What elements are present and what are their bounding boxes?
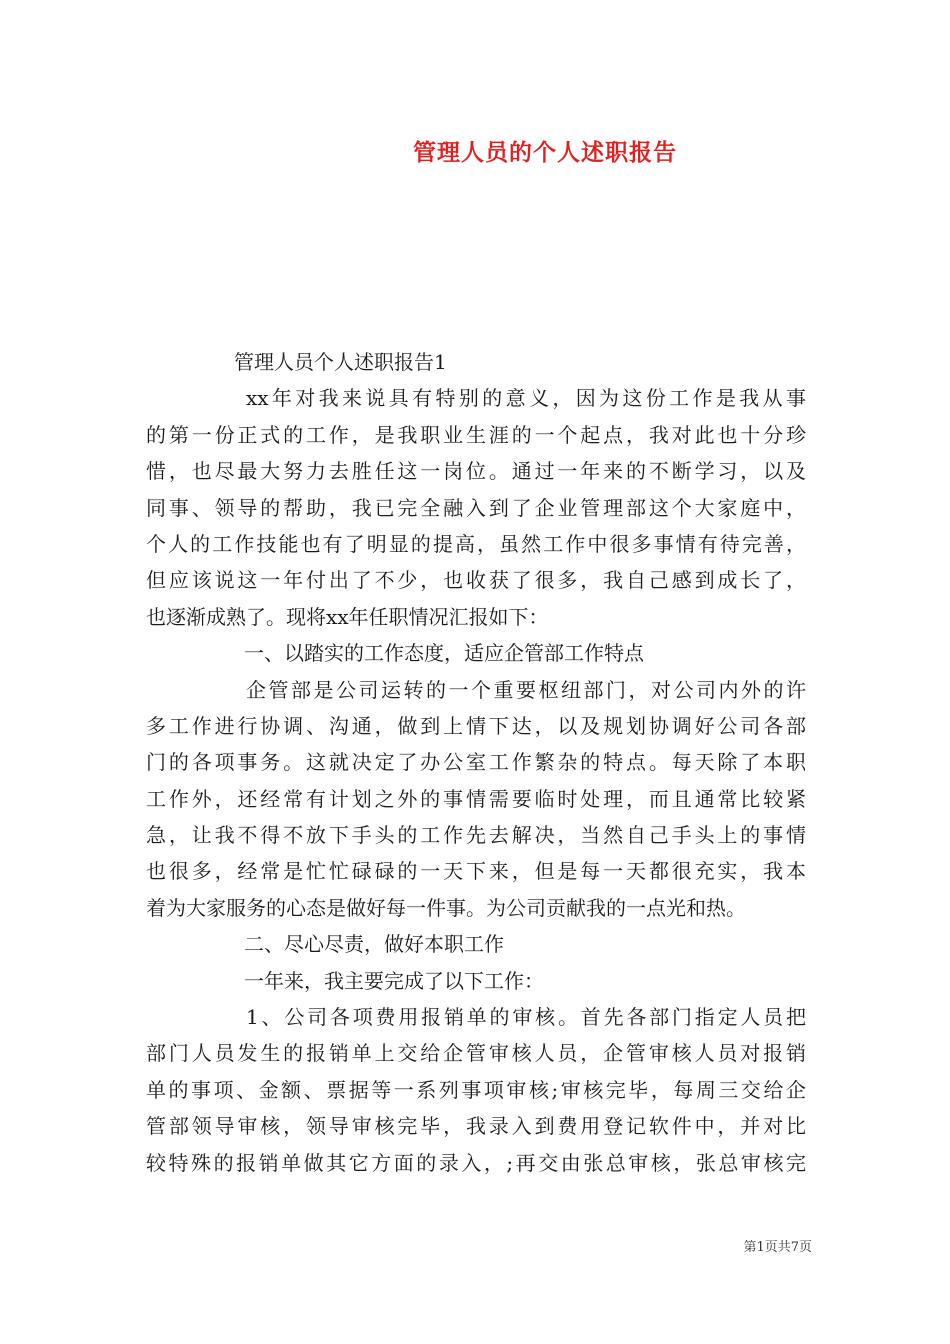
document-title: 管理人员的个人述职报告 — [413, 139, 677, 166]
document-body — [146, 344, 806, 1181]
paragraph-line: 一年来，我主要完成了以下工作： — [244, 968, 544, 993]
page-number: 第1页共7页 — [743, 1240, 812, 1255]
paragraph-line: 急，让我不得不放下手头的工作先去解决，当然自己手头上的事情 — [146, 823, 806, 848]
section-subtitle: 管理人员个人述职报告1 — [234, 350, 447, 374]
paragraph-line: 门的各项事务。这就决定了办公室工作繁杂的特点。每天除了本职 — [146, 750, 806, 775]
paragraph-line: 多工作进行协调、沟通，做到上情下达，以及规划协调好公司各部 — [146, 713, 806, 738]
paragraph-line: 1、公司各项费用报销单的审核。首先各部门指定人员把 — [246, 1005, 806, 1030]
paragraph-line: 也逐渐成熟了。现将xx年任职情况汇报如下： — [146, 604, 549, 629]
paragraph-line: 单的事项、金额、票据等一系列事项审核;审核完毕，每周三交给企 — [146, 1077, 806, 1102]
paragraph-line: 惜，也尽最大努力去胜任这一岗位。通过一年来的不断学习，以及 — [146, 459, 806, 484]
paragraph-line: 也很多，经常是忙忙碌碌的一天下来，但是每一天都很充实，我本 — [146, 859, 806, 884]
paragraph-line: 管部领导审核，领导审核完毕，我录入到费用登记软件中，并对比 — [146, 1114, 806, 1139]
paragraph-line: 个人的工作技能也有了明显的提高，虽然工作中很多事情有待完善， — [146, 531, 806, 556]
paragraph-line: 较特殊的报销单做其它方面的录入，;再交由张总审核，张总审核完 — [146, 1150, 806, 1175]
paragraph-line: 着为大家服务的心态是做好每一件事。为公司贡献我的一点光和热。 — [146, 895, 746, 920]
paragraph-line: xx年对我来说具有特别的意义，因为这份工作是我从事 — [246, 386, 806, 411]
paragraph-line: 同事、领导的帮助，我已完全融入到了企业管理部这个大家庭中， — [146, 495, 806, 520]
paragraph-line: 工作外，还经常有计划之外的事情需要临时处理，而且通常比较紧 — [146, 786, 806, 811]
paragraph-line: 但应该说这一年付出了不少，也收获了很多，我自己感到成长了， — [146, 568, 806, 593]
paragraph-line: 企管部是公司运转的一个重要枢纽部门，对公司内外的许 — [246, 677, 806, 702]
paragraph-line: 部门人员发生的报销单上交给企管审核人员，企管审核人员对报销 — [146, 1041, 806, 1066]
section-heading: 一、以踏实的工作态度，适应企管部工作特点 — [244, 641, 644, 666]
paragraph-line: 的第一份正式的工作，是我职业生涯的一个起点，我对此也十分珍 — [146, 422, 806, 447]
section-heading: 二、尽心尽责，做好本职工作 — [244, 932, 504, 957]
